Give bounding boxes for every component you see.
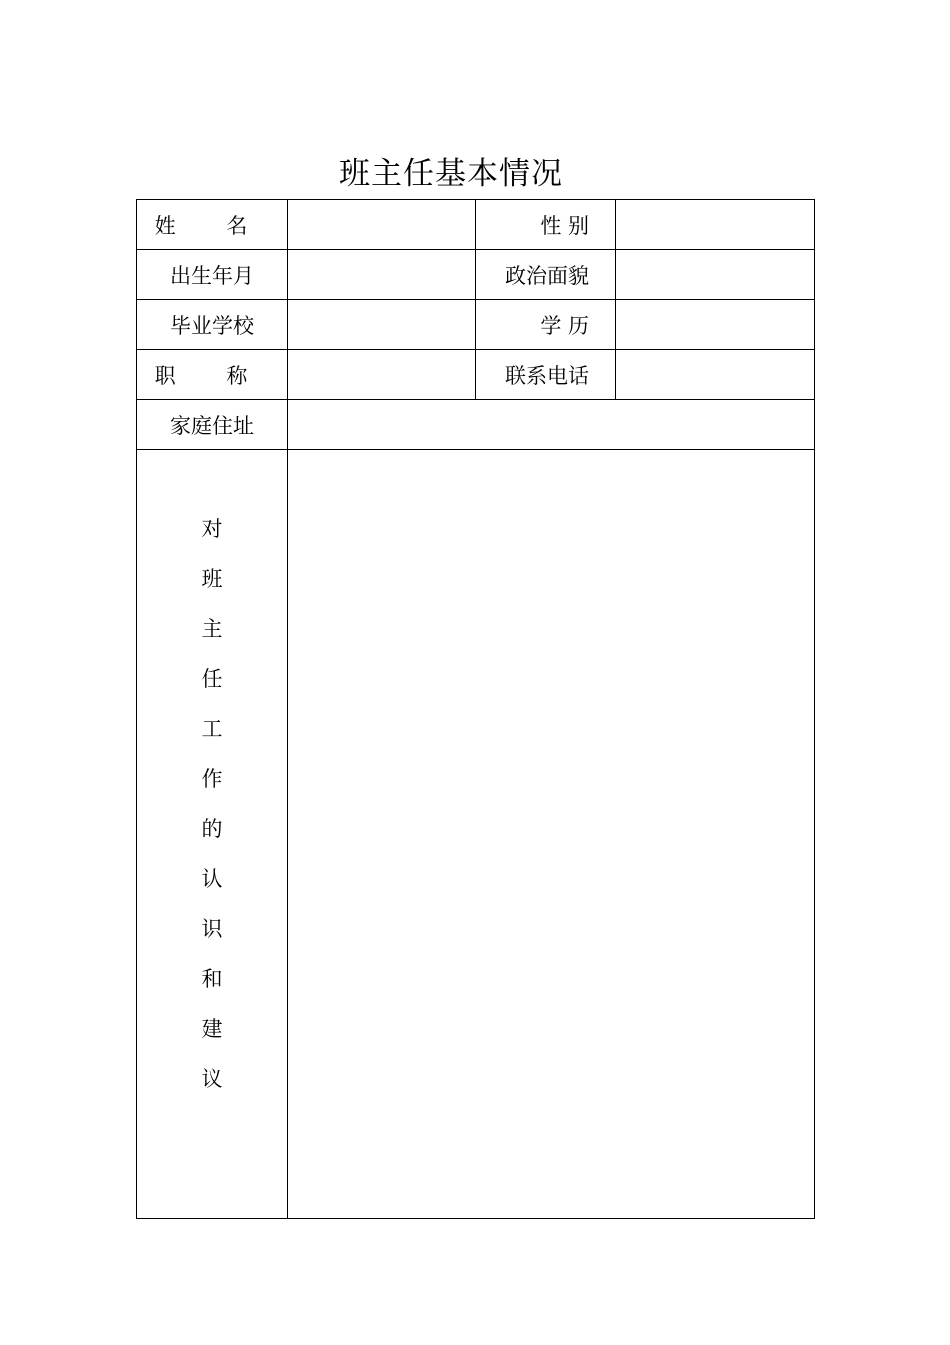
opinion-label-char: 工: [201, 717, 223, 741]
table-row-opinion: [137, 450, 815, 1219]
opinion-label-char: 议: [201, 1067, 223, 1091]
professional-title-field[interactable]: [288, 350, 476, 400]
phone-field[interactable]: [616, 350, 815, 400]
table-row-address: [137, 400, 815, 450]
opinion-label-char: 识: [201, 917, 223, 941]
opinion-label-char: 作: [201, 767, 223, 791]
table-row-school-education: [137, 300, 815, 350]
opinion-label-char: 班: [201, 567, 223, 591]
name-field[interactable]: [288, 200, 476, 250]
birth-date-field[interactable]: [288, 250, 476, 300]
opinion-label-char: 认: [201, 867, 223, 891]
table-row-name-gender: [137, 200, 815, 250]
form-title: 班主任基本情况: [339, 156, 563, 192]
table-row-title-phone: [137, 350, 815, 400]
opinion-label-char: 任: [201, 667, 223, 691]
home-address-label: 家庭住址: [137, 400, 288, 450]
opinion-label-char: 的: [201, 817, 223, 841]
opinion-label-char: 建: [201, 1017, 223, 1041]
opinion-label-char: 主: [201, 617, 223, 641]
political-status-label: 政治面貌: [476, 250, 616, 300]
professional-title-label: 职 称: [137, 350, 288, 400]
education-field[interactable]: [616, 300, 815, 350]
opinion-label-char: 和: [201, 967, 223, 991]
name-label: 姓 名: [137, 200, 288, 250]
gender-label: 性 别: [476, 200, 616, 250]
education-label: 学 历: [476, 300, 616, 350]
opinion-label-char: 对: [201, 517, 223, 541]
phone-label: 联系电话: [476, 350, 616, 400]
graduate-school-field[interactable]: [288, 300, 476, 350]
opinion-label: [137, 450, 288, 1219]
graduate-school-label: 毕业学校: [137, 300, 288, 350]
table-row-birth-political: [137, 250, 815, 300]
home-address-field[interactable]: [288, 400, 815, 450]
political-status-field[interactable]: [616, 250, 815, 300]
opinion-label-text: [137, 510, 287, 1110]
teacher-info-table: [136, 199, 815, 1219]
gender-field[interactable]: [616, 200, 815, 250]
birth-date-label: 出生年月: [137, 250, 288, 300]
opinion-field[interactable]: [288, 450, 815, 1219]
